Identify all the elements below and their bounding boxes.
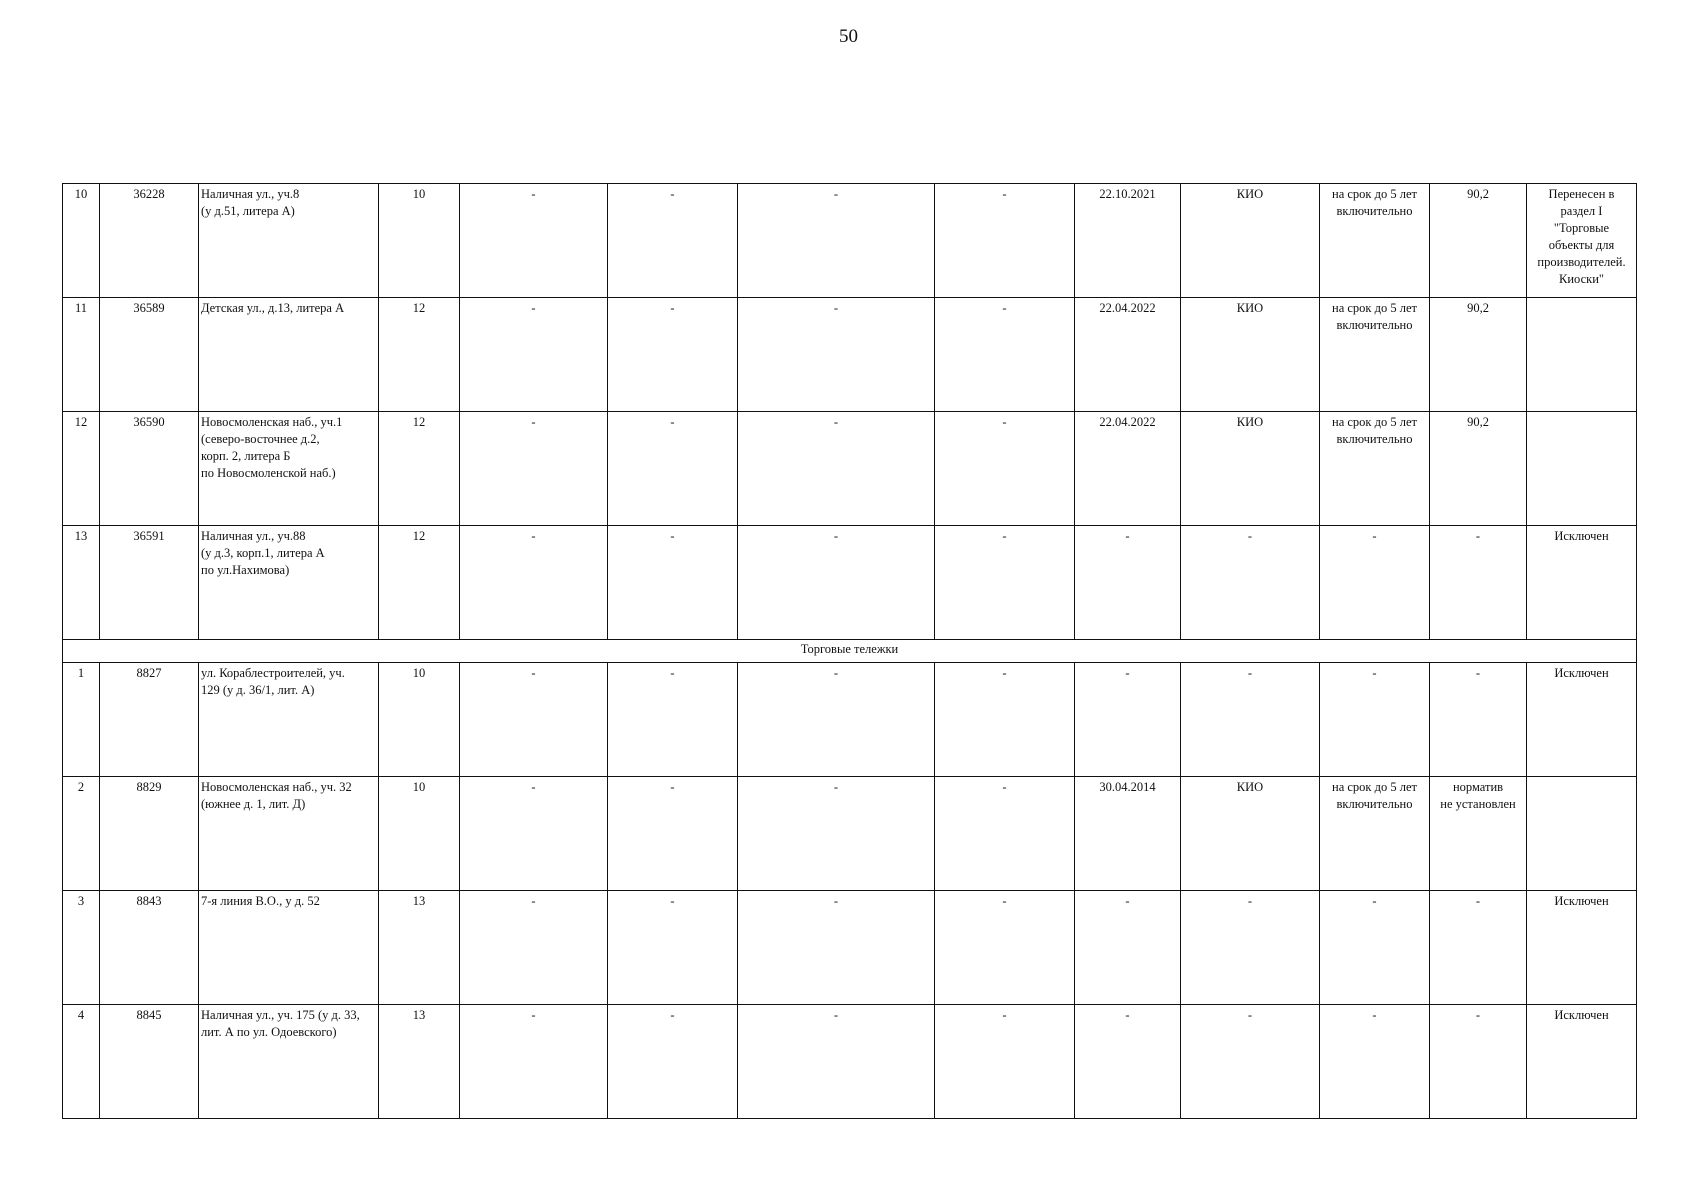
address-cell: Новосмоленская наб., уч. 32 (южнее д. 1, лит. Д)	[199, 777, 379, 891]
note-cell	[1527, 777, 1637, 891]
table-row	[63, 526, 1637, 640]
table-row	[63, 298, 1637, 412]
date-cell: 30.04.2014	[1075, 777, 1181, 891]
date-cell: 22.10.2021	[1075, 184, 1181, 298]
column-5-cell: -	[460, 777, 608, 891]
organization-cell: -	[1181, 663, 1320, 777]
column-8-cell: -	[935, 891, 1075, 1005]
term-cell: на срок до 5 лет включительно	[1320, 184, 1430, 298]
term-cell: на срок до 5 лет включительно	[1320, 412, 1430, 526]
object-id-cell: 36228	[100, 184, 199, 298]
section-row	[63, 640, 1637, 663]
object-id-cell: 8829	[100, 777, 199, 891]
note-cell	[1527, 298, 1637, 412]
column-8-cell: -	[935, 526, 1075, 640]
organization-cell: КИО	[1181, 184, 1320, 298]
note-cell: Исключен	[1527, 526, 1637, 640]
table-row	[63, 1005, 1637, 1119]
norm-cell: -	[1430, 1005, 1527, 1119]
note-cell: Исключен	[1527, 1005, 1637, 1119]
column-6-cell: -	[608, 184, 738, 298]
address-cell: ул. Кораблестроителей, уч. 129 (у д. 36/1, лит. А)	[199, 663, 379, 777]
column-8-cell: -	[935, 412, 1075, 526]
norm-cell: -	[1430, 663, 1527, 777]
district-cell: 13	[379, 1005, 460, 1119]
norm-cell: норматив не установлен	[1430, 777, 1527, 891]
norm-cell: -	[1430, 891, 1527, 1005]
column-8-cell: -	[935, 663, 1075, 777]
row-number-cell: 1	[63, 663, 100, 777]
row-number-cell: 12	[63, 412, 100, 526]
address-cell: Наличная ул., уч.88 (у д.3, корп.1, литера А по ул.Нахимова)	[199, 526, 379, 640]
column-5-cell: -	[460, 663, 608, 777]
address-cell: Наличная ул., уч. 175 (у д. 33, лит. А по ул. Одоевского)	[199, 1005, 379, 1119]
organization-cell: КИО	[1181, 777, 1320, 891]
column-5-cell: -	[460, 1005, 608, 1119]
table-row	[63, 891, 1637, 1005]
section-title: Торговые тележки	[63, 640, 1637, 663]
column-5-cell: -	[460, 298, 608, 412]
column-5-cell: -	[460, 891, 608, 1005]
address-cell: Детская ул., д.13, литера А	[199, 298, 379, 412]
term-cell: -	[1320, 891, 1430, 1005]
column-7-cell: -	[738, 891, 935, 1005]
column-8-cell: -	[935, 298, 1075, 412]
date-cell: -	[1075, 1005, 1181, 1119]
column-7-cell: -	[738, 777, 935, 891]
column-6-cell: -	[608, 891, 738, 1005]
object-id-cell: 36589	[100, 298, 199, 412]
norm-cell: 90,2	[1430, 298, 1527, 412]
row-number-cell: 10	[63, 184, 100, 298]
column-7-cell: -	[738, 526, 935, 640]
norm-cell: 90,2	[1430, 412, 1527, 526]
column-8-cell: -	[935, 184, 1075, 298]
organization-cell: -	[1181, 1005, 1320, 1119]
note-cell	[1527, 412, 1637, 526]
row-number-cell: 13	[63, 526, 100, 640]
note-cell: Перенесен в раздел I "Торговые объекты для производителей. Киоски"	[1527, 184, 1637, 298]
column-6-cell: -	[608, 1005, 738, 1119]
date-cell: -	[1075, 891, 1181, 1005]
term-cell: -	[1320, 663, 1430, 777]
column-7-cell: -	[738, 298, 935, 412]
column-6-cell: -	[608, 526, 738, 640]
organization-cell: КИО	[1181, 412, 1320, 526]
table-body-carts	[63, 663, 1637, 1119]
term-cell: на срок до 5 лет включительно	[1320, 777, 1430, 891]
organization-cell: -	[1181, 891, 1320, 1005]
district-cell: 10	[379, 663, 460, 777]
date-cell: -	[1075, 526, 1181, 640]
district-cell: 10	[379, 777, 460, 891]
district-cell: 10	[379, 184, 460, 298]
column-6-cell: -	[608, 298, 738, 412]
column-7-cell: -	[738, 184, 935, 298]
row-number-cell: 11	[63, 298, 100, 412]
term-cell: на срок до 5 лет включительно	[1320, 298, 1430, 412]
column-8-cell: -	[935, 1005, 1075, 1119]
row-number-cell: 2	[63, 777, 100, 891]
note-cell: Исключен	[1527, 891, 1637, 1005]
table-section-header	[63, 640, 1637, 663]
organization-cell: КИО	[1181, 298, 1320, 412]
column-7-cell: -	[738, 412, 935, 526]
table-row	[63, 412, 1637, 526]
table-row	[63, 184, 1637, 298]
organization-cell: -	[1181, 526, 1320, 640]
address-cell: 7-я линия В.О., у д. 52	[199, 891, 379, 1005]
object-id-cell: 8827	[100, 663, 199, 777]
object-id-cell: 36591	[100, 526, 199, 640]
table-row	[63, 777, 1637, 891]
district-cell: 12	[379, 412, 460, 526]
page-number: 50	[839, 26, 858, 47]
column-8-cell: -	[935, 777, 1075, 891]
trade-objects-table	[62, 183, 1637, 1119]
table-row	[63, 663, 1637, 777]
norm-cell: -	[1430, 526, 1527, 640]
district-cell: 13	[379, 891, 460, 1005]
column-5-cell: -	[460, 412, 608, 526]
object-id-cell: 8843	[100, 891, 199, 1005]
column-5-cell: -	[460, 526, 608, 640]
note-cell: Исключен	[1527, 663, 1637, 777]
column-6-cell: -	[608, 777, 738, 891]
district-cell: 12	[379, 526, 460, 640]
date-cell: 22.04.2022	[1075, 412, 1181, 526]
norm-cell: 90,2	[1430, 184, 1527, 298]
column-6-cell: -	[608, 663, 738, 777]
term-cell: -	[1320, 1005, 1430, 1119]
date-cell: -	[1075, 663, 1181, 777]
object-id-cell: 36590	[100, 412, 199, 526]
date-cell: 22.04.2022	[1075, 298, 1181, 412]
row-number-cell: 4	[63, 1005, 100, 1119]
table-body-kiosks	[63, 184, 1637, 640]
address-cell: Наличная ул., уч.8 (у д.51, литера А)	[199, 184, 379, 298]
column-5-cell: -	[460, 184, 608, 298]
object-id-cell: 8845	[100, 1005, 199, 1119]
column-6-cell: -	[608, 412, 738, 526]
term-cell: -	[1320, 526, 1430, 640]
district-cell: 12	[379, 298, 460, 412]
column-7-cell: -	[738, 663, 935, 777]
address-cell: Новосмоленская наб., уч.1 (северо-восточнее д.2, корп. 2, литера Б по Новосмоленской наб.)	[199, 412, 379, 526]
column-7-cell: -	[738, 1005, 935, 1119]
row-number-cell: 3	[63, 891, 100, 1005]
